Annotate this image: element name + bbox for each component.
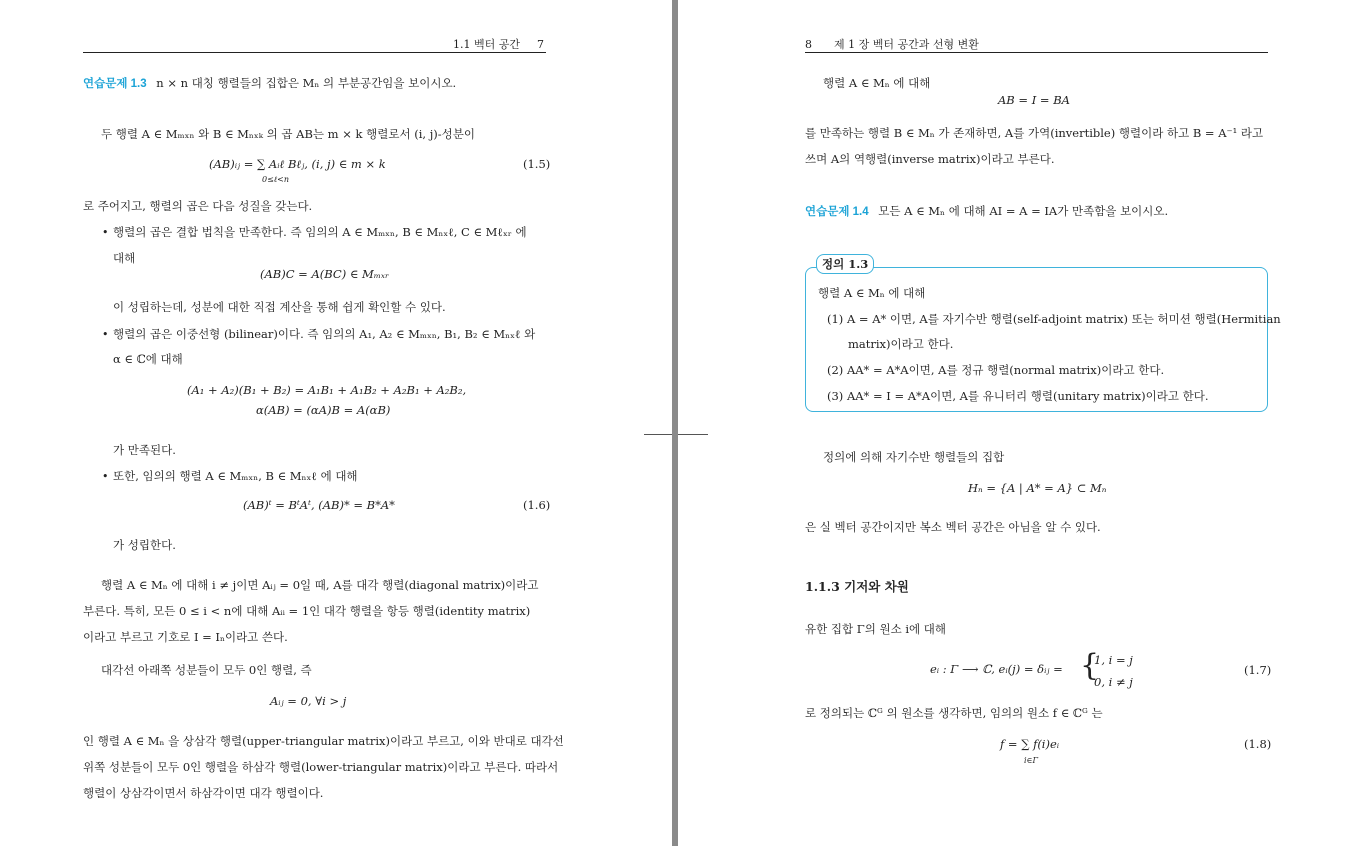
bullet-text: 가 만족된다.: [113, 443, 176, 457]
equation-subscript: 0≤ℓ<n: [262, 175, 289, 184]
paragraph: 은 실 벡터 공간이지만 복소 벡터 공간은 아님을 알 수 있다.: [805, 520, 1101, 534]
definition-item: matrix)이라고 한다.: [848, 337, 954, 351]
paragraph: 유한 집합 Γ의 원소 i에 대해: [805, 622, 947, 636]
definition-intro: 행렬 A ∈ Mₙ 에 대해: [818, 286, 926, 300]
exercise-text: 모든 A ∈ Mₙ 에 대해 AI = A = IA가 만족함을 보이시오.: [878, 204, 1169, 218]
equation-case: 1, i = j: [1094, 653, 1133, 667]
running-header-section: 1.1 벡터 공간: [453, 38, 520, 51]
bullet-text: α ∈ ℂ에 대해: [113, 352, 183, 366]
equation-1-8: f = ∑ f(i)eᵢ: [1000, 737, 1060, 751]
bullet-text: 대해: [113, 251, 136, 265]
exercise-label: 연습문제 1.3: [83, 78, 147, 90]
equation-case: 0, i ≠ j: [1094, 675, 1133, 689]
definition-item: (1) A = A* 이면, A를 자기수반 행렬(self-adjoint matrix) 또는 허미션 행렬(Hermitian: [827, 312, 1281, 326]
gutter-mark: [644, 434, 672, 435]
equation-number: (1.8): [1244, 737, 1272, 751]
exercise-text: n × n 대칭 행렬들의 집합은 Mₙ 의 부분공간임을 보이시오.: [156, 76, 457, 90]
page-number: 7: [537, 38, 544, 51]
subsection-heading: 1.1.3 기저와 차원: [805, 579, 909, 594]
equation: Hₙ = {A | A* = A} ⊂ Mₙ: [968, 481, 1107, 495]
right-page: [678, 0, 1356, 846]
paragraph: 이라고 부르고 기호로 I = Iₙ이라고 쓴다.: [83, 630, 288, 644]
paragraph: 부른다. 특히, 모든 0 ≤ i < n에 대해 Aᵢᵢ = 1인 대각 행렬을 항등 행렬(identity matrix): [83, 604, 531, 618]
paragraph: 위쪽 성분들이 모두 0인 행렬을 하삼각 행렬(lower-triangular matrix)이라고 부른다. 따라서: [83, 760, 559, 774]
equation: (AB)C = A(BC) ∈ Mₘₓᵣ: [260, 267, 389, 281]
header-rule: [805, 52, 1268, 53]
bullet-text: 가 성립한다.: [113, 538, 176, 552]
equation: AB = I = BA: [998, 93, 1070, 107]
definition-label: 정의 1.3: [816, 254, 874, 274]
equation: α(AB) = (αA)B = A(αB): [256, 403, 391, 417]
paragraph: 행렬이 상삼각이면서 하삼각이면 대각 행렬이다.: [83, 786, 324, 800]
bullet-icon: •: [102, 328, 109, 341]
exercise-1-3: [83, 76, 456, 91]
paragraph: 로 정의되는 ℂᴳ 의 원소를 생각하면, 임의의 원소 f ∈ ℂᴳ 는: [805, 706, 1103, 720]
paragraph: 대각선 아래쪽 성분들이 모두 0인 행렬, 즉: [101, 663, 312, 677]
paragraph: 두 행렬 A ∈ Mₘₓₙ 와 B ∈ Mₙₓₖ 의 곱 AB는 m × k 행렬로서 (i, j)-성분이: [101, 127, 475, 141]
equation-1-6: (AB)ᵗ = BᵗAᵗ, (AB)* = B*A*: [243, 498, 395, 512]
header-rule: [83, 52, 546, 53]
exercise-1-4: [805, 204, 1168, 219]
equation: (A₁ + A₂)(B₁ + B₂) = A₁B₁ + A₁B₂ + A₂B₁ + A₂B₂,: [187, 383, 467, 397]
paragraph: 행렬 A ∈ Mₙ 에 대해: [823, 76, 931, 90]
bullet-text: 행렬의 곱은 결합 법칙을 만족한다. 즉 임의의 A ∈ Mₘₓₙ, B ∈ Mₙₓℓ, C ∈ Mℓₓᵣ 에: [113, 225, 527, 239]
paragraph: 쓰며 A의 역행렬(inverse matrix)이라고 부른다.: [805, 152, 1055, 166]
equation-number: (1.5): [523, 157, 551, 171]
bullet-text: 또한, 임의의 행렬 A ∈ Mₘₓₙ, B ∈ Mₙₓℓ 에 대해: [113, 469, 358, 483]
equation-number: (1.6): [523, 498, 551, 512]
paragraph: 행렬 A ∈ Mₙ 에 대해 i ≠ j이면 Aᵢⱼ = 0일 때, A를 대각 행렬(diagonal matrix)이라고: [101, 578, 539, 592]
bullet-icon: •: [102, 226, 109, 239]
running-header-chapter: 제 1 장 벡터 공간과 선형 변환: [834, 38, 979, 51]
paragraph: 로 주어지고, 행렬의 곱은 다음 성질을 갖는다.: [83, 199, 313, 213]
equation-1-5: (AB)ᵢⱼ = ∑ Aᵢℓ Bℓⱼ, (i, j) ∈ m × k: [209, 157, 386, 171]
page-number: 8: [805, 38, 812, 51]
equation: Aᵢⱼ = 0, ∀i > j: [270, 694, 347, 708]
equation-1-7: eᵢ : Γ ⟶ ℂ, eᵢ(j) = δᵢⱼ =: [930, 662, 1063, 676]
bullet-icon: •: [102, 470, 109, 483]
left-brace-icon: {: [1080, 648, 1100, 683]
bullet-text: 이 성립하는데, 성분에 대한 직접 계산을 통해 쉽게 확인할 수 있다.: [113, 300, 446, 314]
paragraph: 인 행렬 A ∈ Mₙ 을 상삼각 행렬(upper-triangular matrix)이라고 부르고, 이와 반대로 대각선: [83, 734, 564, 748]
paragraph: 정의에 의해 자기수반 행렬들의 집합: [823, 450, 1005, 464]
definition-item: (2) AA* = A*A이면, A를 정규 행렬(normal matrix)이라고 한다.: [827, 363, 1165, 377]
equation-subscript: i∈Γ: [1024, 756, 1039, 765]
left-page: [0, 0, 672, 846]
gutter-mark: [678, 434, 708, 435]
paragraph: 를 만족하는 행렬 B ∈ Mₙ 가 존재하면, A를 가역(invertible) 행렬이라 하고 B = A⁻¹ 라고: [805, 126, 1264, 140]
equation-number: (1.7): [1244, 663, 1272, 677]
bullet-text: 행렬의 곱은 이중선형 (bilinear)이다. 즉 임의의 A₁, A₂ ∈ Mₘₓₙ, B₁, B₂ ∈ Mₙₓℓ 와: [113, 327, 536, 341]
definition-item: (3) AA* = I = A*A이면, A를 유니터리 행렬(unitary matrix)이라고 한다.: [827, 389, 1209, 403]
exercise-label: 연습문제 1.4: [805, 206, 869, 218]
